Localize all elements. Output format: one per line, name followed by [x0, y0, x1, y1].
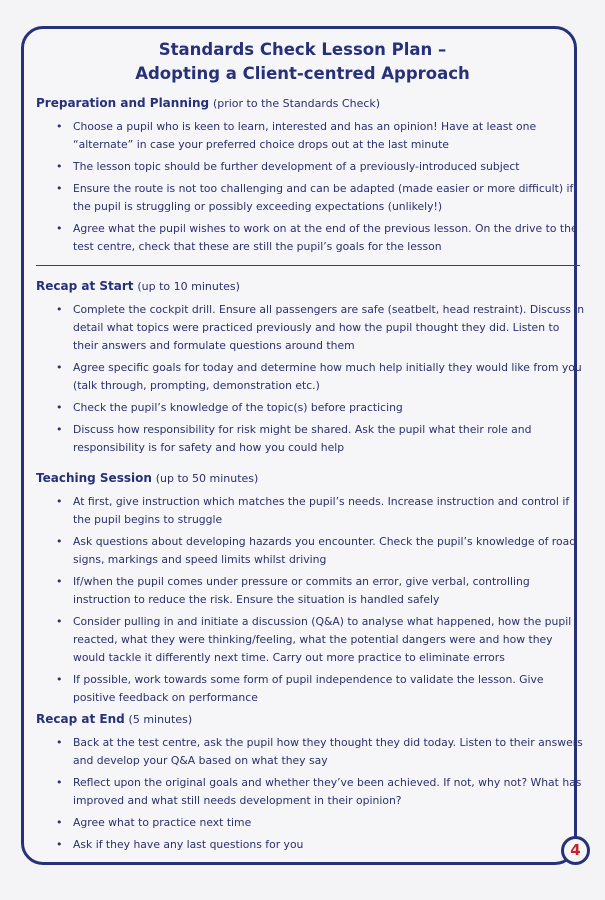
list-item: • Reflect upon the original goals and whether they’ve been achieved. If not, why not? What has improved and what still needs development in their opinion? — [36, 774, 586, 810]
section-divider — [36, 265, 580, 266]
list-item: • Choose a pupil who is keen to learn, interested and has an opinion! Have at least one “alternate” in case your preferred choice drops out at the last minute — [36, 118, 586, 154]
list-item: • Agree what the pupil wishes to work on at the end of the previous lesson. On the drive to the test centre, check that these are still the pupil’s goals for the lesson — [36, 220, 586, 256]
section-duration: (5 minutes) — [128, 713, 193, 726]
section-duration: (prior to the Standards Check) — [212, 97, 381, 110]
list-item: • If possible, work towards some form of pupil independence to validate the lesson. Give positive feedback on performance — [36, 671, 586, 707]
list-item: • Ask questions about developing hazards you encounter. Check the pupil’s knowledge of road signs, markings and speed limits whilst driving — [36, 533, 586, 569]
title-line-2: Adopting a Client-centred Approach — [135, 64, 470, 83]
list-item: • The lesson topic should be further development of a previously-introduced subject — [36, 158, 586, 176]
title-line-1: Standards Check Lesson Plan – — [158, 40, 447, 59]
list-item: • Consider pulling in and initiate a discussion (Q&A) to analyse what happened, how the pupil reacted, what they were thinking/feeling, what the potential dangers were and how they would tackle it differently next time. Carry out more practice to eliminate errors — [36, 613, 586, 667]
section-teaching-session — [36, 470, 586, 707]
section-heading — [36, 95, 586, 112]
section-title: Teaching Session — [36, 471, 152, 485]
list-item: • Agree what to practice next time — [36, 814, 586, 832]
list-item: • At first, give instruction which matches the pupil’s needs. Increase instruction and control if the pupil begins to struggle — [36, 493, 586, 529]
section-recap-end — [36, 711, 586, 854]
list-item: • Check the pupil’s knowledge of the topic(s) before practicing — [36, 399, 586, 417]
list-item: • Ensure the route is not too challenging and can be adapted (made easier or more difficult) if the pupil is struggling or possibly exceeding expectations (unlikely!) — [36, 180, 586, 216]
list-item: • Agree specific goals for today and determine how much help initially they would like from you (talk through, prompting, demonstration etc.) — [36, 359, 586, 395]
section-title: Preparation and Planning — [36, 96, 210, 110]
section-heading — [36, 711, 586, 728]
list-item: • Ask if they have any last questions for you — [36, 836, 586, 854]
bullet-list — [36, 301, 586, 457]
list-item: • Discuss how responsibility for risk might be shared. Ask the pupil what their role and responsibility is for safety and how you could help — [36, 421, 586, 457]
section-duration: (up to 10 minutes) — [137, 280, 240, 293]
bullet-list — [36, 734, 586, 854]
page-number-badge — [561, 836, 590, 865]
page-title — [0, 38, 605, 86]
bullet-list — [36, 493, 586, 707]
bullet-list — [36, 118, 586, 256]
section-heading — [36, 470, 586, 487]
list-item: • If/when the pupil comes under pressure or commits an error, give verbal, controlling instruction to reduce the risk. Ensure the situation is handled safely — [36, 573, 586, 609]
page-number: 4 — [570, 841, 581, 859]
section-heading — [36, 278, 586, 295]
list-item: • Back at the test centre, ask the pupil how they thought they did today. Listen to their answers and develop your Q&A based on what they say — [36, 734, 586, 770]
section-recap-start — [36, 278, 586, 457]
section-preparation-planning — [36, 95, 586, 256]
list-item: • Complete the cockpit drill. Ensure all passengers are safe (seatbelt, head restraint). Discuss in detail what topics were practiced previously and how the pupil thought they did. Listen to their answers and formulate questions around them — [36, 301, 586, 355]
section-title: Recap at Start — [36, 279, 134, 293]
section-duration: (up to 50 minutes) — [155, 472, 259, 485]
section-title: Recap at End — [36, 712, 125, 726]
